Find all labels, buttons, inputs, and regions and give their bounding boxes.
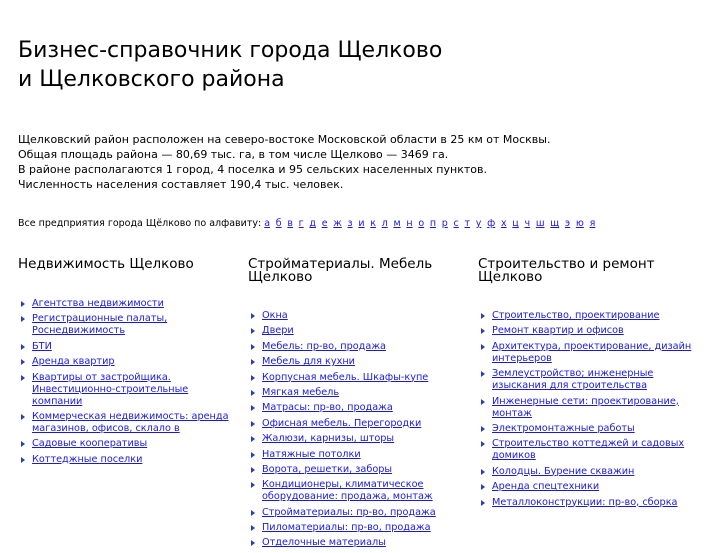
list-item [248,402,470,414]
category-link[interactable]: Двери [262,325,294,337]
category-link[interactable]: Строительство, проектирование [492,310,660,321]
bullet-arrow-icon [251,405,255,411]
bullet-arrow-icon [481,313,485,319]
alphabet-letter-link[interactable]: т [464,218,471,229]
bullet-arrow-icon [481,399,485,405]
bullet-arrow-icon [481,371,485,377]
bullet-arrow-icon [21,344,25,350]
alphabet-letter-link[interactable]: м [393,218,401,229]
category-real-estate [18,258,240,469]
list-item [248,433,470,445]
alphabet-letter-link[interactable]: ю [575,218,584,229]
category-link[interactable]: Регистрационные палаты, Роснедвижимость [32,313,168,337]
page-title-line-2: и Щелковского района [18,67,285,92]
list-item [18,313,240,337]
category-links [248,310,470,549]
category-link[interactable]: Стройматериалы: пр-во, продажа [262,506,436,518]
bullet-arrow-icon [21,375,25,381]
category-link[interactable]: Ремонт квартир и офисов [492,325,624,337]
alphabet-letter-link[interactable]: у [475,218,482,229]
list-item [18,454,240,466]
bullet-arrow-icon [251,510,255,516]
category-link[interactable]: Отделочные материалы [262,537,386,549]
category-links [18,298,240,466]
list-item [18,372,240,408]
list-item [478,497,700,509]
category-link[interactable]: Коммерческая недвижимость: аренда магазинов, офисов, склало в [32,410,229,434]
bullet-arrow-icon [251,375,255,381]
bullet-arrow-icon [21,301,25,307]
intro-line: В районе располагаются 1 город, 4 поселка и 95 сельских населенных пунктов. [18,163,487,176]
alphabet-letter-link[interactable]: э [564,218,571,229]
intro-line: Общая площадь района — 80,69 тыс. га, в том числе Щелково — 3469 га. [18,148,449,161]
category-link[interactable]: Кондиционеры, климатическое оборудование: продажа, монтаж [262,479,433,503]
bullet-arrow-icon [481,469,485,475]
list-item [248,310,470,322]
bullet-arrow-icon [251,525,255,531]
category-link[interactable]: Квартиры от застройщика. Инвестиционно-строительные компании [32,371,189,407]
alphabet-letter-link[interactable]: о [418,218,425,229]
list-item [248,356,470,368]
bullet-arrow-icon [251,328,255,334]
bullet-arrow-icon [251,436,255,442]
category-link[interactable]: Землеустройство; инженерные изыскания для строительства [492,368,654,392]
alphabet-letter-link[interactable]: с [453,218,459,229]
intro-line: Щелковский район расположен на северо-востоке Московской области в 25 км от Москвы. [18,133,551,146]
alphabet-letters [264,218,598,229]
category-link[interactable]: Мягкая мебель [262,386,340,398]
list-item [478,310,700,322]
list-item [248,464,470,476]
bullet-arrow-icon [481,484,485,490]
list-item [248,507,470,519]
category-link[interactable]: Мебель: пр-во, продажа [262,340,386,352]
alphabet-letter-link[interactable]: г [298,218,304,229]
bullet-arrow-icon [251,540,255,546]
category-link[interactable]: Окна [262,310,288,321]
alphabet-letter-link[interactable]: п [429,218,437,229]
category-title: Стройматериалы. Мебель Щелково [248,256,433,285]
category-link[interactable]: Аренда квартир [32,356,115,368]
page-title-line-1: Бизнес-справочник города Щелково [18,38,443,63]
list-item [478,325,700,337]
alphabet-letter-link[interactable]: я [589,218,596,229]
list-item [18,438,240,450]
category-link[interactable]: Колодцы. Бурение скважин [492,465,635,477]
list-item [18,411,240,435]
alphabet-letter-link[interactable]: к [370,218,376,229]
category-link[interactable]: Мебель для кухни [262,356,355,368]
list-item [478,341,700,365]
alphabet-letter-link[interactable]: а [264,218,271,229]
list-item [248,479,470,503]
category-link[interactable]: Ворота, решетки, заборы [262,463,393,475]
alphabet-letter-link[interactable]: з [347,218,353,229]
list-item [18,298,240,310]
list-item [478,481,700,493]
bullet-arrow-icon [481,344,485,350]
bullet-arrow-icon [481,328,485,334]
alphabet-letter-link[interactable]: ш [535,218,545,229]
bullet-arrow-icon [481,441,485,447]
page-title [18,36,708,94]
category-title: Недвижимость Щелково [18,256,194,272]
list-item [248,418,470,430]
alphabet-letter-link[interactable]: в [287,218,293,229]
category-link[interactable]: Корпусная мебель. Шкафы-купе [262,371,429,383]
bullet-arrow-icon [251,390,255,396]
bullet-arrow-icon [481,426,485,432]
alphabet-index [18,217,708,230]
intro-text [18,132,708,192]
alphabet-letter-link[interactable]: н [406,218,413,229]
list-item [248,325,470,337]
bullet-arrow-icon [21,414,25,420]
category-link[interactable]: БТИ [32,340,52,352]
category-link[interactable]: Офисная мебель. Перегородки [262,417,422,429]
bullet-arrow-icon [21,457,25,463]
bullet-arrow-icon [251,452,255,458]
alphabet-label: Все предприятия города Щёлково по алфавиту: [18,218,262,229]
category-link[interactable]: Матрасы: пр-во, продажа [262,402,393,414]
alphabet-letter-link[interactable]: д [309,218,316,229]
alphabet-letter-link[interactable]: р [441,218,448,229]
intro-line: Численность населения составляет 190,4 тыс. человек. [18,178,344,191]
category-link[interactable]: Аренда спецтехники [492,481,600,493]
bullet-arrow-icon [251,421,255,427]
alphabet-letter-link[interactable]: щ [550,218,560,229]
list-item [18,356,240,368]
bullet-arrow-icon [251,359,255,365]
category-link[interactable]: Пиломатериалы: пр-во, продажа [262,522,431,534]
bullet-arrow-icon [251,467,255,473]
category-link[interactable]: Агентства недвижимости [32,298,164,309]
category-building-materials [248,258,470,553]
category-title: Строительство и ремонт Щелково [478,256,655,285]
list-item [248,537,470,549]
bullet-arrow-icon [21,441,25,447]
list-item [478,466,700,478]
bullet-arrow-icon [21,316,25,322]
category-link[interactable]: Садовые кооперативы [32,438,148,450]
list-item [478,438,700,462]
alphabet-letter-link[interactable]: е [321,218,328,229]
category-link[interactable]: Инженерные сети: проектирование, монтаж [492,395,679,419]
alphabet-letter-link[interactable]: х [500,218,507,229]
list-item [478,396,700,420]
bullet-arrow-icon [251,344,255,350]
category-links [478,310,700,509]
list-item [478,423,700,435]
list-item [248,372,470,384]
bullet-arrow-icon [481,500,485,506]
list-item [248,449,470,461]
alphabet-letter-link[interactable]: л [381,218,388,229]
list-item [478,368,700,392]
list-item [18,341,240,353]
category-link[interactable]: Электромонтажные работы [492,422,635,434]
list-item [248,522,470,534]
alphabet-letter-link[interactable]: и [358,218,365,229]
alphabet-letter-link[interactable]: б [275,218,282,229]
bullet-arrow-icon [251,313,255,319]
category-link[interactable]: Жалюзи, карнизы, шторы [262,433,395,445]
bullet-arrow-icon [251,482,255,488]
alphabet-letter-link[interactable]: ч [524,218,531,229]
alphabet-letter-link[interactable]: ф [487,218,496,229]
list-item [248,387,470,399]
list-item [248,341,470,353]
category-link[interactable]: Коттеджные поселки [32,453,143,465]
alphabet-letter-link[interactable]: ц [512,218,519,229]
category-link[interactable]: Металлоконструкции: пр-во, сборка [492,496,678,508]
category-link[interactable]: Архитектура, проектирование, дизайн интерьеров [492,340,692,364]
alphabet-letter-link[interactable]: ж [333,218,342,229]
bullet-arrow-icon [21,359,25,365]
category-link[interactable]: Строительство коттеджей и садовых домиков [492,438,685,462]
category-link[interactable]: Натяжные потолки [262,448,361,460]
category-construction [478,258,700,512]
